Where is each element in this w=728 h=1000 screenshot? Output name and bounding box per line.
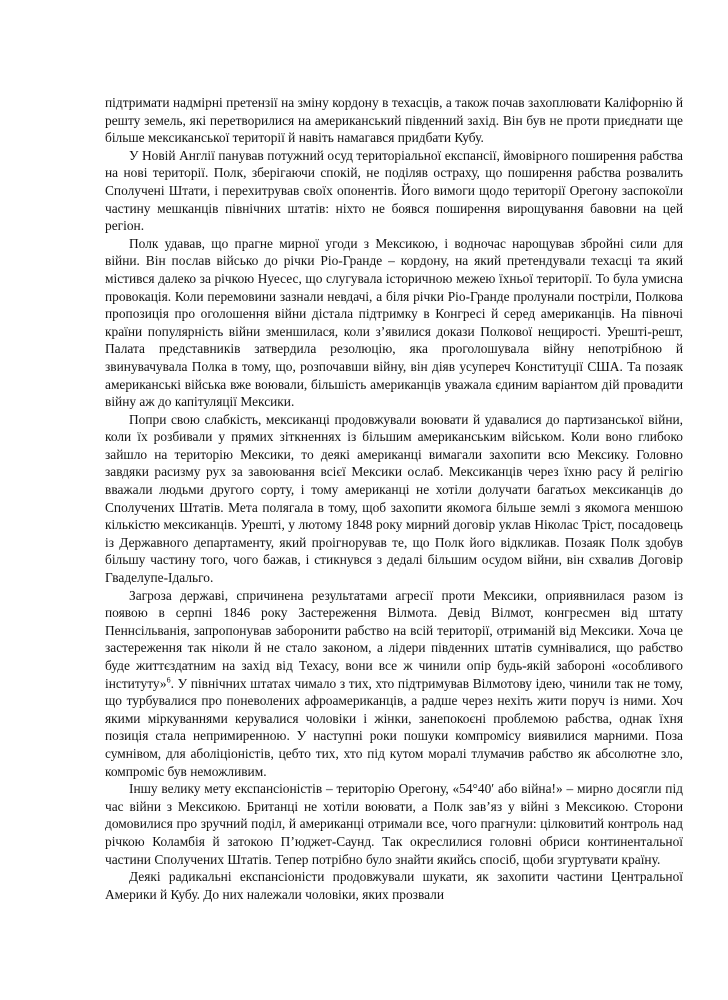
paragraph-7: Деякі радикальні експансіоністи продовжували шукати, як захопити частини Центральної Америки й Кубу. До них належали чоловіки, яких прозвали: [105, 869, 683, 902]
paragraph-5: [105, 587, 683, 781]
document-page: [105, 94, 683, 903]
paragraph-2: У Новій Англії панував потужний осуд територіальної експансії, ймовірного поширення рабства на нові території. Полк, зберігаючи спокій, не поділяв остраху, що поширення рабства розвалить Сполучені Штати, і перехитрував своїх опонентів. Його вимоги щодо території Орегону заспокоїли частину мешканців північних штатів: ніхто не боявся поширення вирощування бавовни на цей регіон.: [105, 147, 683, 234]
paragraph-6: Іншу велику мету експансіоністів – територію Орегону, «54°40′ або війна!» – мирно досягли під час війни з Мексикою. Британці не хотіли воювати, а Полк зав’яз у війні з Мексикою. Сторони домовилися про зручний поділ, й американці отримали все, чого прагнули: цілковитий контроль над річкою Коламбія й затокою П’юджет-Саунд. Так окреслилися головні обриси континентальної частини Сполучених Штатів. Тепер потрібно було знайти якийсь спосіб, щоби згуртувати країну.: [105, 781, 683, 867]
paragraph-3: Полк удавав, що прагне мирної угоди з Мексикою, і водночас нарощував збройні сили для війни. Він послав військо до річки Ріо-Гранде – кордону, на який претендували техасці та який містився далеко за річкою Нуесес, що слугувала історичною межею їхньої території. То була умисна провокація. Коли перемовини зазнали невдачі, а біля річки Ріо-Гранде пролунали постріли, Полкова пропозиція про оголошення війни дістала підтримку в Конгресі й серед американців. На півночі країни популярність війни зменшилася, коли з’явилися докази Полкової нещирості. Урешті-решт, Палата представників затвердила резолюцію, яка проголошувала війну непотрібною й звинувачувала Полка в тому, що, розпочавши війну, він діяв усупереч Конституції США. Та позаяк американські війська вже воювали, більшість американців уважала єдиним варіантом дій провадити війну аж до капітуляції Мексики.: [105, 235, 683, 410]
paragraph-5-text-continued: . У північних штатах чимало з тих, хто підтримував Вілмотову ідею, чинили так не тому, що турбувалися про поневолених афроамериканців, а радше через нехіть жити поруч із ними. Хоч якими міркуваннями керувалися чоловіки і жінки, занепокоєні проблемою рабства, однак їхня позиція стала непримиренною. У наступні роки пошуки компромісу виявилися марними. Поза сумнівом, для аболіціоністів, цебто тих, хто під кутом моралі тлумачив рабство як абсолютне зло, компроміс був неможливим.: [105, 675, 683, 779]
paragraph-1: підтримати надмірні претензії на зміну кордону в техасців, а також почав захоплювати Каліфорнію й решту земель, які перетворилися на американський південний захід. Він був не проти приєднати ще більше мексиканської території й навіть намагався придбати Кубу.: [105, 95, 683, 146]
paragraph-5-text: Загроза державі, спричинена результатами агресії проти Мексики, оприявнилася разом із появою в серпні 1846 року Застереження Вілмота. Девід Вілмот, конгресмен від штату Пеннсільванія, запропонував заборонити рабство на всій території, отриманій від Мексики. Хоча це застереження так ніколи й не стало законом, а лідери південних штатів сумнівалися, що рабство буде життєздатним на захід від Техасу, вони все ж чинили опір будь-якій забороні «особливого інституту»: [105, 587, 683, 691]
paragraph-4: Попри свою слабкість, мексиканці продовжували воювати й удавалися до партизанської війни, коли їх розбивали у прямих зіткненнях із більшим американським військом. Коли воно глибоко зайшло на територію Мексики, то деякі американці вимагали захопити всю Мексику. Головно завдяки расизму рух за завоювання всієї Мексики ослаб. Мексиканців через їхню расу й релігію вважали людьми другого сорту, і тому американці не хотіли долучати багатьох мексиканців до Сполучених Штатів. Мета полягала в тому, щоб захопити якомога більше землі з якомога меншою кількістю мексиканців. Урешті, у лютому 1848 року мирний договір уклав Ніколас Тріст, посадовець із Державного департаменту, який проігнорував те, що Полк його відкликав. Позаяк Полк здобув більшу частину того, чого бажав, і стикнувся з дедалі більшим осудом війни, він схвалив Договір Гваделупе-Ідальго.: [105, 411, 683, 586]
footnote-marker[interactable]: 6: [166, 675, 171, 685]
